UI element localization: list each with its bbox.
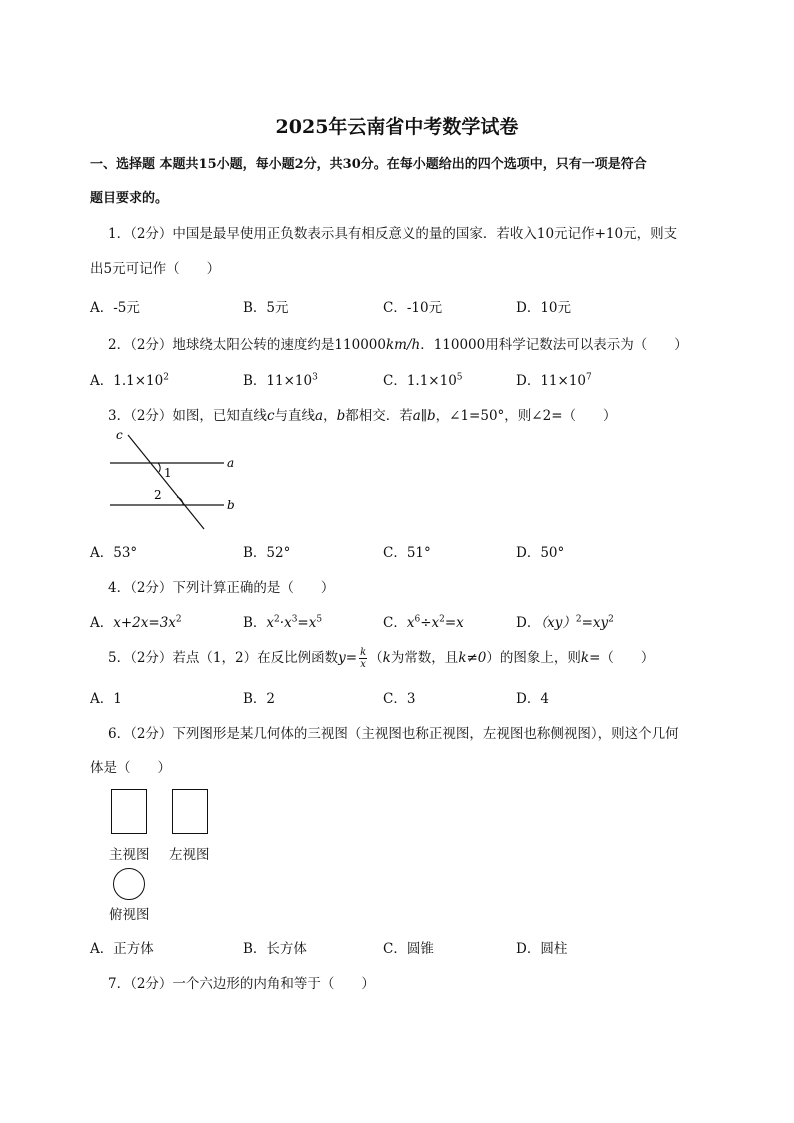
q3-option-a: A．53° — [90, 545, 138, 561]
label-c: c — [116, 428, 123, 442]
page-title: 2025年云南省中考数学试卷 — [275, 116, 519, 138]
line-c — [128, 435, 204, 529]
angle-1-arc — [158, 463, 160, 472]
q5-option-c: C．3 — [383, 691, 416, 707]
label-1: 1 — [164, 466, 172, 480]
label-b: b — [227, 498, 235, 512]
question-1-line2: 出5元可记作（ ） — [90, 261, 221, 277]
label-a: a — [227, 456, 235, 470]
q4-option-b: B．$x^2\cdot x^3=x^5$ — [243, 614, 323, 631]
question-7: 7．（2分）一个六边形的内角和等于（ ） — [108, 976, 375, 992]
q6-left-view-caption: 左视图 — [169, 847, 210, 863]
q6-front-view-shape — [111, 789, 147, 834]
question-6-line1: 6．（2分）下列图形是某几何体的三视图（主视图也称正视图，左视图也称侧视图），则这个几何 — [108, 726, 679, 742]
q6-top-view-caption: 俯视图 — [109, 907, 150, 923]
q1-option-b: B．5元 — [243, 300, 289, 316]
q6-front-view-caption: 主视图 — [109, 847, 150, 863]
fraction-k-over-x: $\frac{k}{x}$ — [360, 647, 367, 670]
q1-option-c: C．-10元 — [383, 300, 443, 316]
q2-option-c: C．$1.1\times 10^5$ — [383, 372, 463, 389]
angle-2-arc — [177, 497, 183, 505]
q6-option-b: B．长方体 — [243, 941, 307, 957]
q2-unit: km/h — [385, 337, 421, 353]
label-2: 2 — [154, 488, 162, 502]
q1-option-d: D．10元 — [516, 300, 572, 316]
q3-option-c: C．51° — [383, 545, 431, 561]
q6-option-d: D．圆柱 — [516, 941, 568, 957]
question-4: 4．（2分）下列计算正确的是（ ） — [108, 580, 335, 596]
q2-text-post: ．110000用科学记数法可以表示为（ ） — [420, 337, 688, 353]
q3-option-b: B．52° — [243, 545, 291, 561]
q2-option-b: B．$11\times 10^3$ — [243, 372, 318, 389]
q6-left-view-shape — [172, 789, 208, 834]
q4-option-d: D．$(xy)^2=xy^2$ — [516, 614, 614, 631]
q1-option-a: A．-5元 — [90, 300, 140, 316]
q6-option-a: A．正方体 — [90, 941, 154, 957]
section-header-line1: 一、选择题 本题共15小题，每小题2分，共30分。在每小题给出的四个选项中，只有一项是符合 — [90, 157, 647, 172]
q2-option-d: D．$11\times 10^7$ — [516, 372, 592, 389]
question-5: 5．（2分）若点（1，2）在反比例函数y= $\frac{k}{x}$ （k为常数，且k≠0）的图象上，则k=（ ） — [108, 647, 655, 670]
q5-option-d: D．4 — [516, 691, 549, 707]
q6-option-c: C．圆锥 — [383, 941, 434, 957]
q3-option-d: D．50° — [516, 545, 565, 561]
q5-option-a: A．1 — [90, 691, 122, 707]
question-1-line1: 1．（2分）中国是最早使用正负数表示具有相反意义的量的国家．若收入10元记作+10元，则支 — [108, 226, 678, 242]
q3-figure-parallel-lines — [100, 425, 250, 535]
question-3: 3．（2分）如图，已知直线c与直线a，b都相交．若a∥b，∠1=50°，则∠2=（ ） — [108, 408, 617, 424]
section-header-line2: 题目要求的。 — [90, 191, 169, 206]
q2-option-a: A．$1.1\times 10^2$ — [90, 372, 169, 389]
q5-option-b: B．2 — [243, 691, 276, 707]
question-2 — [108, 333, 688, 353]
q4-option-c: C．$x^6\div x^2=x$ — [383, 614, 464, 631]
q6-top-view-shape — [113, 868, 145, 900]
q2-text-pre: 2．（2分）地球绕太阳公转的速度约是110000 — [108, 337, 386, 353]
q4-option-a: A．$x+2x=3x^2$ — [90, 614, 182, 631]
question-6-line2: 体是（ ） — [90, 760, 171, 776]
